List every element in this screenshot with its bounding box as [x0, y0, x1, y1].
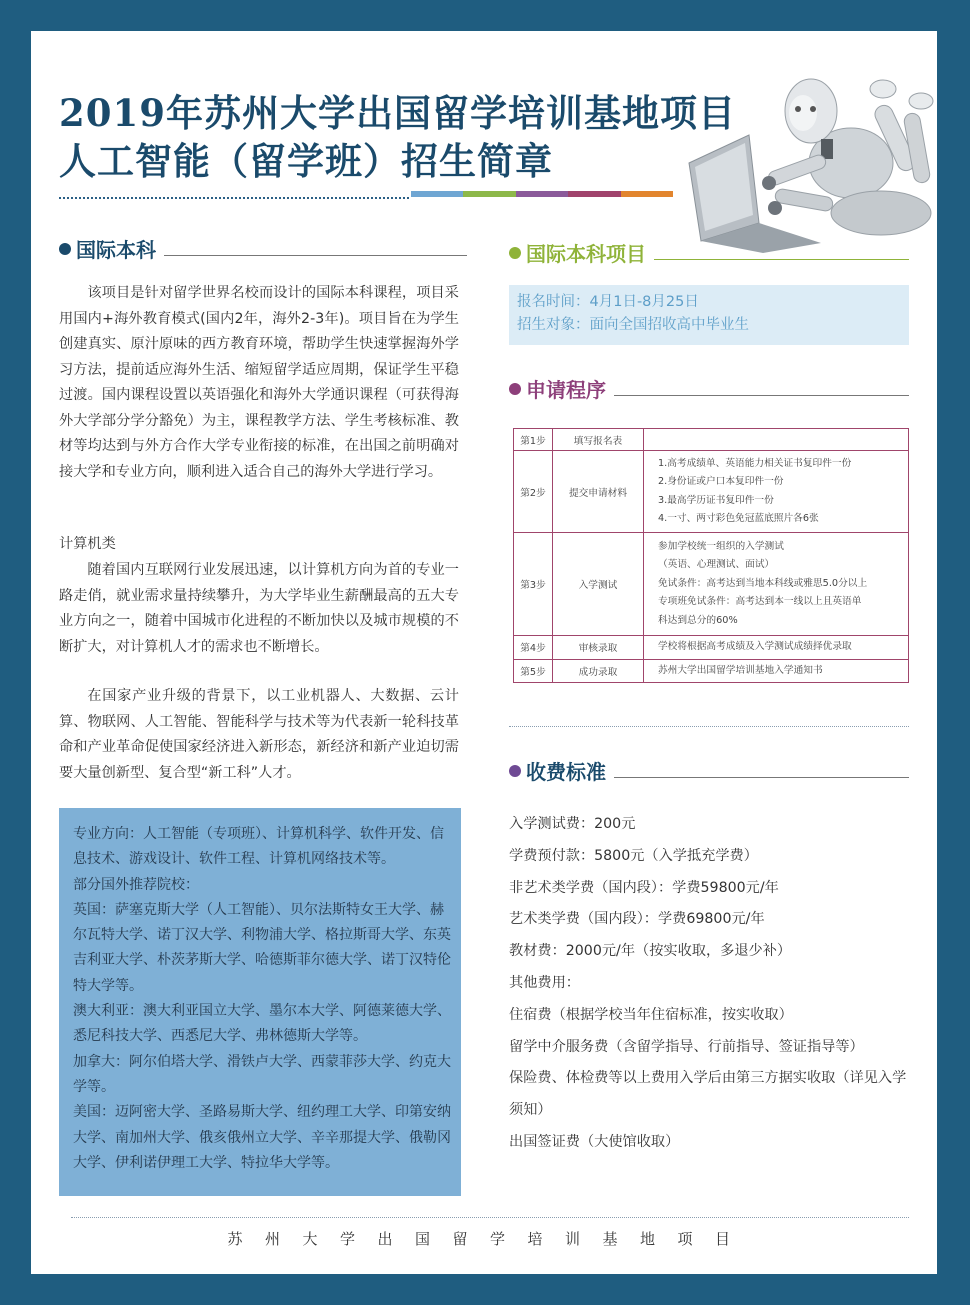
- section-header-application: [509, 374, 909, 403]
- fee-item: 出国签证费（大使馆收取）: [509, 1133, 680, 1150]
- uk-text: 萨塞克斯大学（人工智能）、贝尔法斯特女王大学、赫尔瓦特大学、诺丁汉大学、利物浦大学、格拉斯哥大学、东英吉利亚大学、朴茨茅斯大学、哈德斯菲尔德大学、诺丁汉特伦特大学等。: [73, 901, 451, 994]
- industry-paragraph: 在国家产业升级的背景下，以工业机器人、大数据、云计算、物联网、人工智能、智能科学与技术等为代表新一轮科技革命和产业革命促使国家经济进入新形态，新经济和新产业迫切需要大量创新型、复合型“新工科”人才。: [59, 688, 459, 781]
- table-row: [514, 659, 909, 683]
- step-number: 第2步: [514, 451, 553, 533]
- fee-list: [509, 809, 909, 1159]
- step-details: 苏州大学出国留学培训基地入学通知书: [644, 659, 909, 683]
- detail-line: 3.最高学历证书复印件一份: [658, 494, 774, 506]
- intro-paragraph: 该项目是针对留学世界名校而设计的国际本科课程，项目采用国内+海外教育模式(国内2年，海外2-3年)。项目旨在为学生创建真实、原汁原味的西方教育环境，帮助学生快速掌握海外学习方法，提前适应海外生活、缩短留学适应周期，保证学生平稳过渡。国内课程设置以英语强化和海外大学通识课程（可获得海外大学部分学分豁免）为主，课程教学方法、学生考核标准、教材等均达到与外方合作大学专业衔接的标准，在出国之前明确对接大学和专业方向，顺利进入适合自己的海外大学进行学习。: [59, 285, 459, 480]
- robot-laptop-illustration: [671, 43, 937, 253]
- application-steps-table: [513, 428, 909, 683]
- table-row: [514, 451, 909, 533]
- au-label: 澳大利亚：: [73, 1003, 143, 1020]
- fee-item: 非艺术类学费（国内段）：学费59800元/年: [509, 879, 779, 896]
- fee-item: 艺术类学费（国内段）：学费69800元/年: [509, 911, 765, 928]
- au-text: 澳大利亚国立大学、墨尔本大学、阿德莱德大学、悉尼科技大学、西悉尼大学、弗林德斯大学等。: [73, 1003, 451, 1045]
- step-name: 填写报名表: [553, 429, 644, 451]
- section-title: 国际本科项目: [526, 242, 646, 266]
- step-number: 第5步: [514, 659, 553, 683]
- major-line: [73, 822, 451, 873]
- section-underline: [614, 777, 909, 778]
- table-row: [514, 533, 909, 636]
- ca-text: 阿尔伯塔大学、滑铁卢大学、西蒙菲莎大学、约克大学等。: [73, 1053, 451, 1095]
- computer-paragraph: 随着国内互联网行业发展迅速，以计算机方向为首的专业一路走俏，就业需求量持续攀升，为大学毕业生薪酬最高的五大专业方向之一，随着中国城市化进程的不断加快以及城市规模的不断扩大，对计算机人才的需求也不断增长。: [59, 562, 459, 655]
- major-label: 专业方向：: [73, 826, 143, 842]
- fee-item: 入学测试费：200元: [509, 816, 636, 832]
- table-row: [514, 429, 909, 451]
- color-bar-green: [463, 191, 515, 197]
- page-title-line-2: 人工智能（留学班）招生简章: [59, 139, 553, 183]
- fee-item: 学费预付款：5800元（入学抵充学费）: [509, 847, 758, 864]
- detail-line: 2.身份证或户口本复印件一份: [658, 476, 784, 487]
- section-header-program: [509, 238, 909, 267]
- fee-item: 住宿费（根据学校当年住宿标准，按实收取）: [509, 1006, 793, 1023]
- detail-line: 4.一寸、两寸彩色免冠蓝底照片各6张: [658, 513, 819, 524]
- step-details: [644, 533, 909, 636]
- step-number: 第3步: [514, 533, 553, 636]
- section-underline: [164, 255, 467, 256]
- us-schools: [73, 1100, 451, 1176]
- uk-label: 英国：: [73, 901, 115, 918]
- registration-info-box: [509, 285, 909, 345]
- step-name: 审核录取: [553, 636, 644, 660]
- fee-item: 教材费：2000元/年（按实收取，多退少补）: [509, 943, 792, 960]
- color-bar-purple: [516, 191, 568, 197]
- us-text: 迈阿密大学、圣路易斯大学、纽约理工大学、印第安纳大学、南加州大学、俄亥俄州立大学、辛辛那提大学、俄勒冈大学、伊利诺伊理工大学、特拉华大学等。: [73, 1104, 451, 1171]
- detail-line: 科达到总分的60%: [658, 614, 738, 626]
- step-number: 第1步: [514, 429, 553, 451]
- detail-line: 1.高考成绩单、英语能力相关证书复印件一份: [658, 457, 852, 469]
- color-bar-magenta: [568, 191, 620, 197]
- schools-label: 部分国外推荐院校：: [73, 876, 199, 893]
- step-name: 成功录取: [553, 659, 644, 683]
- bullet-icon: [509, 765, 521, 777]
- majors-and-schools-box: [59, 808, 461, 1196]
- step-name: 提交申请材料: [553, 451, 644, 533]
- us-label: 美国：: [73, 1104, 115, 1121]
- step-number: 第4步: [514, 636, 553, 660]
- footer-dotted-divider: [71, 1217, 909, 1218]
- step-details: [644, 451, 909, 533]
- registration-time: 报名时间：4月1日-8月25日: [517, 294, 699, 310]
- detail-line: 专项班免试条件：高考达到本一线以上且英语单: [658, 596, 862, 608]
- step-name: 入学测试: [553, 533, 644, 636]
- section-title: 申请程序: [526, 378, 606, 402]
- bullet-icon: [509, 247, 521, 259]
- fee-item: 其他费用：: [509, 974, 580, 991]
- step-details: 学校将根据高考成绩及入学测试成绩择优录取: [644, 636, 909, 660]
- color-bar-blue: [411, 191, 463, 197]
- au-schools: [73, 999, 451, 1050]
- registration-target: 招生对象：面向全国招收高中毕业生: [517, 317, 749, 333]
- step-details: [644, 429, 909, 451]
- brochure-page: [31, 31, 937, 1274]
- dotted-divider: [509, 726, 909, 727]
- title-color-bars: [411, 191, 673, 197]
- section-underline: [654, 259, 909, 260]
- page-title-line-1: 2019年苏州大学出国留学培训基地项目: [59, 91, 736, 135]
- section-header-fees: [509, 756, 909, 785]
- ca-label: 加拿大：: [73, 1053, 129, 1070]
- bullet-icon: [509, 383, 521, 395]
- color-bar-orange: [621, 191, 673, 197]
- section-header-international-undergrad: [59, 234, 467, 263]
- section-underline: [614, 395, 909, 396]
- detail-line: （英语、心理测试、面试）: [658, 559, 775, 571]
- section-title: 收费标准: [526, 760, 606, 784]
- major-text: 人工智能（专项班）、计算机科学、软件开发、信息技术、游戏设计、软件工程、计算机网络技术等。: [73, 826, 444, 868]
- title-dotted-divider: [59, 197, 409, 199]
- bullet-icon: [59, 243, 71, 255]
- category-title: 计算机类: [59, 536, 116, 552]
- section-title: 国际本科: [76, 238, 156, 262]
- fee-item: 保险费、体检费等以上费用入学后由第三方据实收取（详见入学须知）: [509, 1070, 907, 1119]
- uk-schools: [73, 898, 451, 999]
- table-row: [514, 636, 909, 660]
- detail-line: 参加学校统一组织的入学测试: [658, 540, 784, 552]
- fee-item: 留学中介服务费（含留学指导、行前指导、签证指导等）: [509, 1038, 864, 1055]
- ca-schools: [73, 1050, 451, 1101]
- detail-line: 免试条件：高考达到当地本科线或雅思5.0分以上: [658, 577, 868, 589]
- footer-text: 苏州大学出国留学培训基地项目: [227, 1230, 753, 1248]
